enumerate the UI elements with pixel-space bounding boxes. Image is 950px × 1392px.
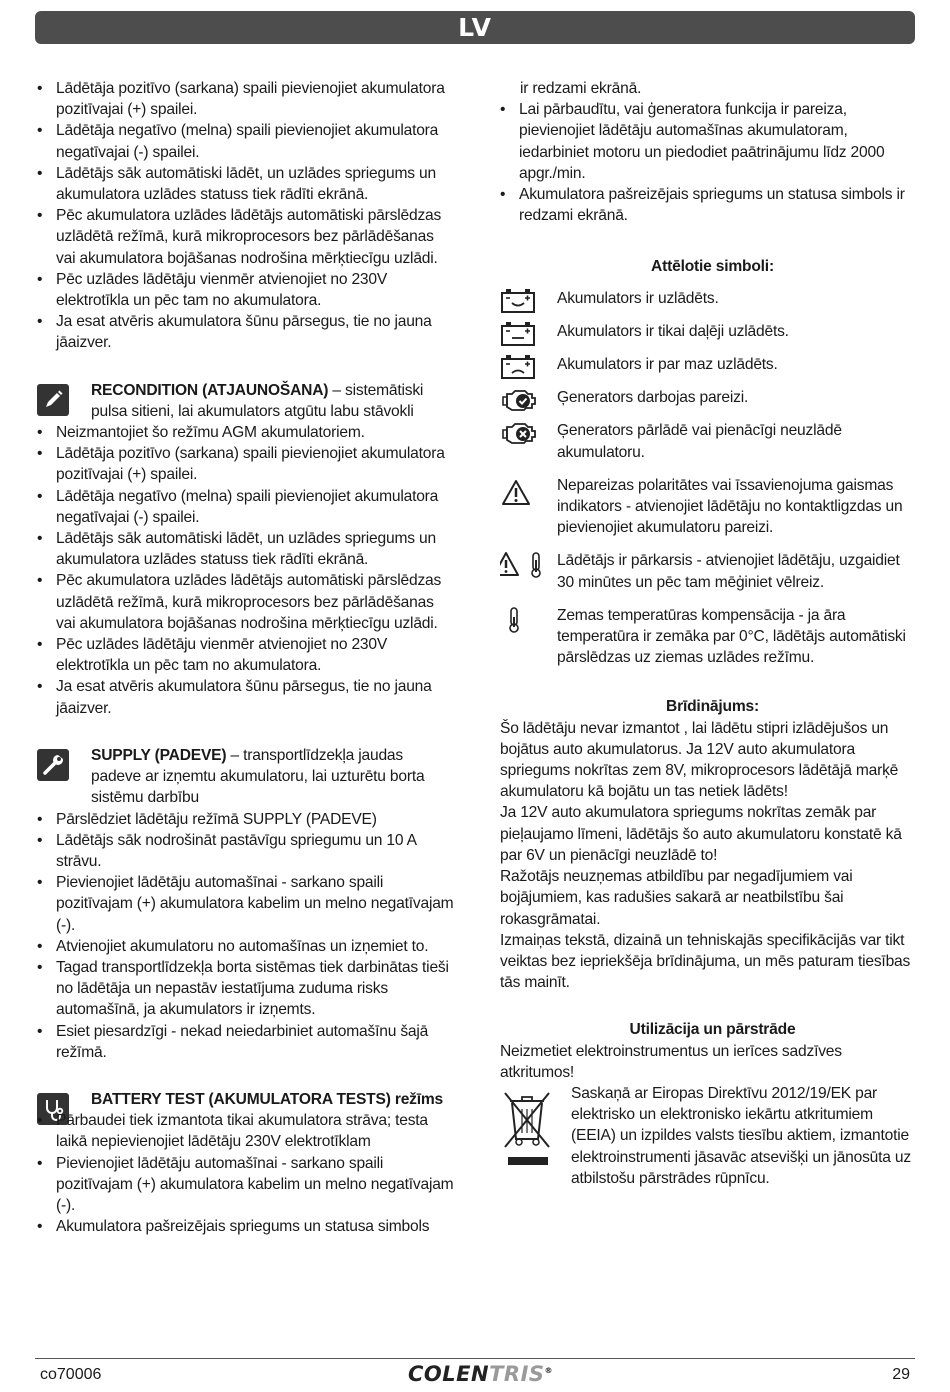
list-item: • Ja esat atvēris akumulatora šūnu pārsegus, tie no jauna jāaizver. [37, 311, 455, 353]
recycling-text: Saskaņā ar Eiropas Direktīvu 2012/19/EK par elektrisko un elektronisko iekārtu atkritumiem (EEIA) un izpildes valsts tiesību aktiem, izmantotie elektroinstrumenti jāsavāc atsevišķi un jānosūta uz atbilstošu pārstrādes rūpnīcu. [571, 1084, 911, 1187]
list-item: • Lādētājs sāk automātiski lādēt, un uzlādes spriegums un akumulatora uzlādes statuss tiek rādīti ekrānā. [37, 163, 455, 205]
symbol-text: Akumulators ir uzlādēts. [557, 289, 719, 307]
list-item: • Lādētāja pozitīvo (sarkana) spaili pievienojiet akumulatora pozitīvajai (+) spailei. [37, 78, 455, 120]
list-item: • Pēc akumulatora uzlādes lādētājs automātiski pārslēdzas uzlādētā režīmā, kurā mikroprocesors bez pārlādēšanas vai akumulatora bojāšanas nodrošina mērķtiecīgu uzlādi. [37, 570, 455, 634]
warning-paragraph: Izmaiņas tekstā, dizainā un tehniskajās specifikācijās var tikt veiktas bez iepriekšēja brīdinājuma, un mēs paturam tiesības tās mainīt. [500, 931, 911, 992]
continuation-text: ir redzami ekrānā. [520, 80, 642, 97]
page-number: 29 [892, 1366, 910, 1383]
list-item: • Lādētāja negatīvo (melna) spaili pievienojiet akumulatora negatīvajai (-) spailei. [37, 486, 455, 528]
list-item: • Lai pārbaudītu, vai ģeneratora funkcija ir pareiza, pievienojiet lādētāju automašīnas akumulatoram, iedarbiniet motoru un piedodiet paātrinājumu līdz 2000 apgr./min. [500, 99, 915, 184]
wrench-icon [37, 749, 69, 781]
recondition-title: RECONDITION (ATJAUNOŠANA) [91, 381, 329, 399]
symbol-text: Ģenerators darbojas pareizi. [557, 389, 749, 407]
list-item: • Pievienojiet lādētāju automašīnai - sarkano spaili pozitīvajam (+) akumulatora kabelim un melno negatīvajam (-). [37, 1153, 455, 1217]
right-column [500, 78, 915, 1189]
thermometer-icon [500, 605, 544, 631]
recondition-list [37, 422, 455, 719]
list-item: • Neizmantojiet šo režīmu AGM akumulatoriem. [37, 422, 455, 443]
list-item: • Atvienojiet akumulatoru no automašīnas un izņemiet to. [37, 936, 455, 957]
crossed-bin-icon [500, 1085, 554, 1171]
symbol-text: Ģenerators pārlādē vai pienācīgi neuzlādē akumulatoru. [557, 422, 842, 461]
battery-test-heading [37, 1089, 455, 1110]
warning-title: Brīdinājums: [666, 698, 759, 716]
generator-ok-icon [500, 387, 544, 413]
list-item: • Pēc uzlādes lādētāju vienmēr atvienojiet no 230V elektrotīkla un pēc tam no akumulatora. [37, 634, 455, 676]
list-item: • Akumulatora pašreizējais spriegums un statusa simbols ir redzami ekrānā. [500, 184, 915, 226]
brand-logo: COLENTRIS® [408, 1362, 554, 1386]
list-item: • Ja esat atvēris akumulatora šūnu pārsegus, tie no jauna jāaizver. [37, 676, 455, 718]
symbol-row [500, 288, 915, 309]
warning-paragraph: Ja 12V auto akumulatora spriegums nokrītas zemāk par pieļaujamo līmeni, lādētājs šo auto akumulatoru konstatē kā par 6V un pienācīgi neuzlādē to! [500, 804, 902, 864]
symbols-title: Attēlotie simboli: [651, 258, 774, 276]
supply-list [37, 809, 455, 1063]
recycling-title: Utilizācija un pārstrāde [629, 1021, 796, 1039]
battery-low-icon [500, 354, 544, 380]
footer-divider [35, 1358, 915, 1359]
symbol-text: Zemas temperatūras kompensācija - ja āra temperatūra ir zemāka par 0°C, lādētājs automātiski pārslēdzas uz ziemas uzlādes režīmu. [557, 606, 906, 667]
warning-paragraph: Šo lādētāju nevar izmantot , lai lādētu stipri izlādējušos un bojātus auto akumulatorus. Ja 12V auto akumulatora spriegums nokrītas zem 8V, mikroprocesors lādētājā marķē akumulatoru kā bojātu un tas netiek lādēts! [500, 719, 899, 801]
language-label: LV [458, 13, 492, 42]
supply-desc: – transportlīdzekļa jaudas padeve ar izņemtu akumulatoru, lai uzturētu borta sistēmu darbību [91, 746, 425, 807]
symbol-text: Akumulators ir tikai daļēji uzlādēts. [557, 322, 789, 340]
list-item: • Tagad transportlīdzekļa borta sistēmas tiek darbinātas tieši no lādētāja un nepastāv iestatījuma zuduma risks automašīnā, ja akumulators ir izņemts. [37, 957, 455, 1021]
symbol-row [500, 550, 915, 592]
symbol-row [500, 321, 915, 342]
list-item: • Pievienojiet lādētāju automašīnai - sarkano spaili pozitīvajam (+) akumulatora kabelim un melno negatīvajam (-). [37, 872, 455, 936]
pen-icon [37, 384, 69, 416]
list-item: • Lādētājs sāk nodrošināt pastāvīgu spriegumu un 10 A strāvu. [37, 830, 455, 872]
recondition-desc: – sistemātiski pulsa sitieni, lai akumulators atgūtu labu stāvokli [91, 381, 424, 420]
supply-heading [37, 745, 455, 809]
list-item: • Lādētāja negatīvo (melna) spaili pievienojiet akumulatora negatīvajai (-) spailei. [37, 120, 455, 162]
list-item: • Lādētāja pozitīvo (sarkana) spaili pievienojiet akumulatora pozitīvajai (+) spailei. [37, 443, 455, 485]
symbol-row [500, 354, 915, 375]
supply-title: SUPPLY (PADEVE) [91, 746, 227, 764]
list-item: • Lādētājs sāk automātiski lādēt, un uzlādes spriegums un akumulatora uzlādes statuss tiek rādīti ekrānā. [37, 528, 455, 570]
symbol-text: Lādētājs ir pārkarsis - atvienojiet lādētāju, uzgaidiet 30 minūtes un pēc tam mēģiniet vēlreiz. [557, 552, 900, 591]
battery-partial-icon [500, 321, 544, 347]
battery-test-list [37, 1110, 455, 1237]
generator-fault-icon [500, 420, 544, 446]
symbol-text: Akumulators ir par maz uzlādēts. [557, 356, 778, 374]
intro-list [37, 78, 455, 354]
symbol-row [500, 420, 915, 462]
symbol-text: Nepareizas polaritātes vai īssavienojuma gaismas indikators - atvienojiet lādētāju no kontaktligzdas un pievienojiet akumulatoru pareizi. [557, 476, 903, 537]
recondition-heading [37, 380, 455, 422]
product-code: co70006 [40, 1366, 102, 1383]
symbol-row [500, 605, 915, 669]
recycling-block [500, 1083, 915, 1189]
list-item: • Esiet piesardzīgi - nekad neiedarbiniet automašīnu šajā režīmā. [37, 1021, 455, 1063]
header-bar [35, 11, 915, 44]
list-item: • Pēc akumulatora uzlādes lādētājs automātiski pārslēdzas uzlādētā režīmā, kurā mikroprocesors bez pārlādēšanas vai akumulatora bojāšanas nodrošina mērķtiecīgu uzlādi. [37, 205, 455, 269]
list-item: • Pārbaudei tiek izmantota tikai akumulatora strāva; testa laikā nepievienojiet lādētāju 230V elektrotīklam [37, 1110, 455, 1152]
list-item: • Akumulatora pašreizējais spriegums un statusa simbols [37, 1216, 455, 1237]
symbol-row [500, 387, 915, 408]
warning-triangle-icon [500, 475, 544, 501]
list-item: • Pēc uzlādes lādētāju vienmēr atvienojiet no 230V elektrotīkla un pēc tam no akumulatora. [37, 269, 455, 311]
symbol-row [500, 475, 915, 539]
list-item: • Pārslēdziet lādētāju režīmā SUPPLY (PADEVE) [37, 809, 455, 830]
warning-paragraph: Ražotājs neuzņemas atbildību par negadījumiem vai bojājumiem, kas radušies sakarā ar neatbilstību šai rokasgrāmatai. [500, 868, 853, 928]
left-column [37, 78, 455, 1237]
right-list [500, 99, 915, 226]
battery-charged-icon [500, 288, 544, 314]
recycling-intro: Neizmetiet elektroinstrumentus un ierīces sadzīves atkritumos! [500, 1042, 842, 1081]
battery-test-title: BATTERY TEST (AKUMULATORA TESTS) režīms [91, 1090, 444, 1108]
overheat-icon [500, 550, 544, 576]
